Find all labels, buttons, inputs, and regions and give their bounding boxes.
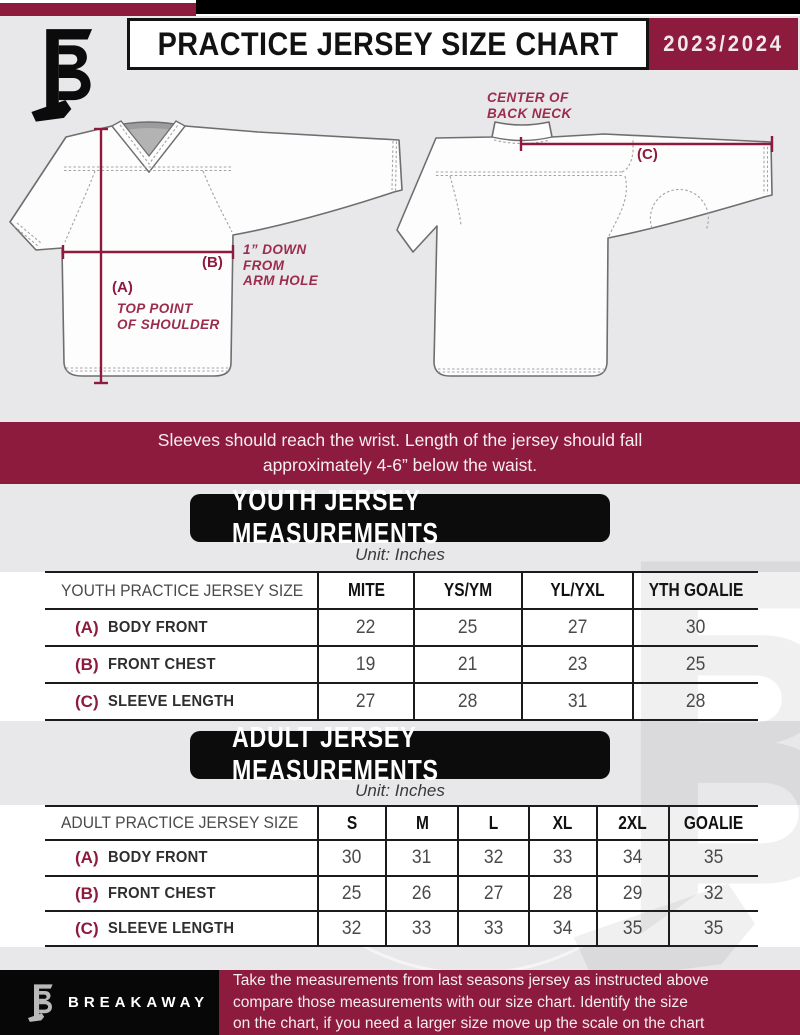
note-top-point bbox=[117, 301, 220, 332]
note-line: 1” DOWN bbox=[243, 242, 307, 257]
note-arm-hole bbox=[243, 242, 318, 289]
season-badge bbox=[649, 18, 798, 70]
adult-size-header: M bbox=[385, 805, 457, 839]
adult-value-cell: 34 bbox=[596, 839, 668, 875]
youth-size-header: YL/YXL bbox=[521, 571, 632, 608]
adult-row-label: (B) FRONT CHEST bbox=[45, 875, 317, 910]
youth-value-cell: 30 bbox=[632, 608, 758, 645]
youth-banner-title: YOUTH JERSEY MEASUREMENTS bbox=[232, 485, 439, 550]
youth-row-label: (B) FRONT CHEST bbox=[45, 645, 317, 682]
youth-table-row-header-cell: YOUTH PRACTICE JERSEY SIZE bbox=[45, 571, 317, 608]
adult-value-cell: 30 bbox=[317, 839, 385, 875]
footer-instructions bbox=[219, 970, 800, 1035]
adult-row-label: (A) BODY FRONT bbox=[45, 839, 317, 875]
adult-value-cell: 33 bbox=[457, 910, 528, 947]
youth-value-cell: 28 bbox=[413, 682, 521, 721]
adult-value-cell: 33 bbox=[385, 910, 457, 947]
adult-value-cell: 35 bbox=[596, 910, 668, 947]
adult-value-cell: 35 bbox=[668, 839, 758, 875]
adult-size-table bbox=[45, 805, 758, 947]
youth-row-label: (A) BODY FRONT bbox=[45, 608, 317, 645]
adult-value-cell: 25 bbox=[317, 875, 385, 910]
note-line: BACK NECK bbox=[487, 105, 572, 121]
adult-section-banner bbox=[190, 722, 610, 787]
measure-label-a: (A) bbox=[112, 279, 133, 296]
fit-notice-banner bbox=[0, 422, 800, 484]
adult-size-header: GOALIE bbox=[668, 805, 758, 839]
footer-instruction-line: on the chart, if you need a larger size move up the scale on the chart bbox=[233, 1015, 705, 1033]
note-back-neck bbox=[487, 90, 572, 121]
youth-value-cell: 25 bbox=[413, 608, 521, 645]
youth-size-header: MITE bbox=[317, 571, 413, 608]
adult-size-header: 2XL bbox=[596, 805, 668, 839]
jersey-diagram-drawing bbox=[0, 80, 800, 422]
adult-value-cell: 28 bbox=[528, 875, 596, 910]
adult-size-header: L bbox=[457, 805, 528, 839]
adult-value-cell: 32 bbox=[668, 875, 758, 910]
measure-label-c: (C) bbox=[637, 146, 658, 163]
breakaway-b-icon bbox=[24, 26, 98, 124]
note-line: FROM bbox=[243, 257, 285, 273]
adult-value-cell: 29 bbox=[596, 875, 668, 910]
adult-value-cell: 32 bbox=[457, 839, 528, 875]
youth-value-cell: 27 bbox=[317, 682, 413, 721]
note-line: ARM HOLE bbox=[243, 273, 319, 288]
youth-section-banner bbox=[190, 485, 610, 550]
footer-brand-block bbox=[0, 970, 219, 1035]
youth-unit-label: Unit: Inches bbox=[355, 545, 445, 564]
youth-value-cell: 28 bbox=[632, 682, 758, 721]
measure-label-b: (B) bbox=[202, 254, 223, 271]
adult-value-cell: 34 bbox=[528, 910, 596, 947]
youth-value-cell: 25 bbox=[632, 645, 758, 682]
adult-value-cell: 31 bbox=[385, 839, 457, 875]
adult-size-header: XL bbox=[528, 805, 596, 839]
youth-value-cell: 19 bbox=[317, 645, 413, 682]
youth-value-cell: 22 bbox=[317, 608, 413, 645]
adult-size-header: S bbox=[317, 805, 385, 839]
youth-row-label: (C) SLEEVE LENGTH bbox=[45, 682, 317, 721]
footer-gap-band bbox=[0, 947, 800, 970]
footer-instruction-line: Take the measurements from last seasons jersey as instructed above bbox=[233, 972, 709, 990]
footer-brand-name: BREAKAWAY bbox=[68, 994, 210, 1011]
adult-unit-label: Unit: Inches bbox=[355, 781, 445, 800]
page-title: PRACTICE JERSEY SIZE CHART bbox=[157, 25, 619, 62]
adult-value-cell: 33 bbox=[528, 839, 596, 875]
fit-notice-line1: Sleeves should reach the wrist. Length of the jersey should fall bbox=[157, 430, 643, 450]
youth-value-cell: 27 bbox=[521, 608, 632, 645]
note-line: TOP POINT bbox=[117, 301, 193, 316]
footer bbox=[0, 970, 800, 1035]
note-line: CENTER OF bbox=[487, 90, 569, 105]
top-strip-maroon bbox=[0, 3, 196, 16]
youth-size-table bbox=[45, 571, 758, 721]
season-label: 2023/2024 bbox=[663, 31, 784, 56]
breakaway-b-icon bbox=[25, 983, 55, 1023]
adult-value-cell: 35 bbox=[668, 910, 758, 947]
adult-value-cell: 27 bbox=[457, 875, 528, 910]
youth-size-header: YTH GOALIE bbox=[632, 571, 758, 608]
youth-size-header: YS/YM bbox=[413, 571, 521, 608]
top-strip-black bbox=[196, 0, 800, 14]
decorative-arc bbox=[240, 947, 706, 970]
fit-notice-line2: approximately 4-6” below the waist. bbox=[262, 455, 538, 475]
youth-value-cell: 23 bbox=[521, 645, 632, 682]
adult-row-label: (C) SLEEVE LENGTH bbox=[45, 910, 317, 947]
adult-value-cell: 32 bbox=[317, 910, 385, 947]
adult-table-row-header-cell: ADULT PRACTICE JERSEY SIZE bbox=[45, 805, 317, 839]
jersey-diagram bbox=[0, 80, 800, 422]
youth-value-cell: 21 bbox=[413, 645, 521, 682]
footer-instruction-line: compare those measurements with our size chart. Identify the size bbox=[233, 993, 688, 1011]
decorative-arc bbox=[610, 947, 800, 970]
note-line: OF SHOULDER bbox=[117, 316, 220, 332]
youth-value-cell: 31 bbox=[521, 682, 632, 721]
page-title-box bbox=[127, 18, 649, 70]
adult-banner-title: ADULT JERSEY MEASUREMENTS bbox=[232, 722, 439, 787]
adult-value-cell: 26 bbox=[385, 875, 457, 910]
